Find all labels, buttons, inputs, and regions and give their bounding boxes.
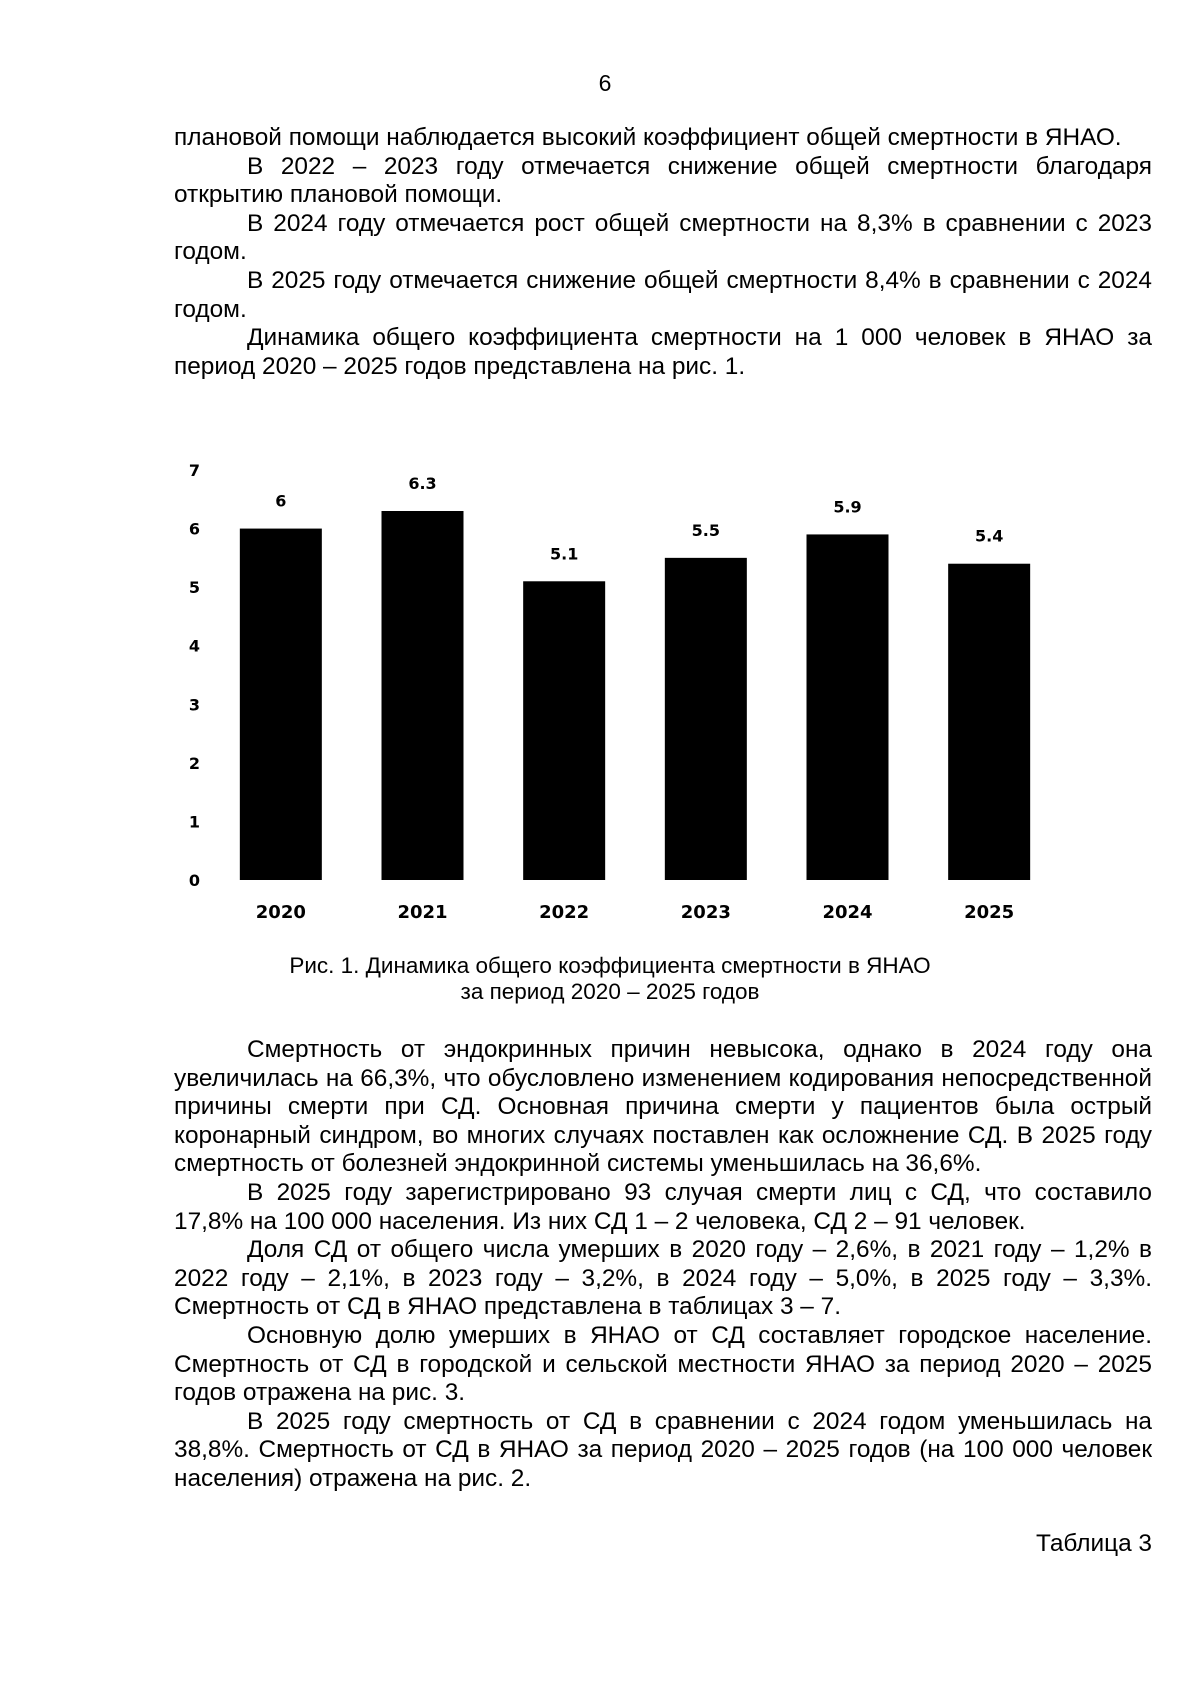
- y-tick-label: 5: [188, 578, 200, 598]
- x-tick-label: 2025: [964, 902, 1015, 923]
- data-label: 5.1: [549, 544, 579, 564]
- caption-line-1: Рис. 1. Динамика общего коэффициента смертности в ЯНАО: [289, 953, 931, 978]
- data-label: 6: [275, 491, 287, 511]
- data-label: 5.4: [974, 526, 1004, 546]
- x-tick-label: 2020: [255, 902, 306, 923]
- y-tick-label: 2: [188, 753, 200, 773]
- paragraph: Динамика общего коэффициента смертности на 1 000 человек в ЯНАО за период 2020 – 2025 годов представлена на рис. 1.: [174, 324, 1152, 380]
- y-tick-label: 6: [188, 519, 200, 539]
- paragraph: В 2025 году отмечается снижение общей смертности 8,4% в сравнении с 2024 годом.: [174, 266, 1152, 323]
- paragraph: Основную долю умерших в ЯНАО от СД составляет городское население. Смертность от СД в городской и сельской местности ЯНАО за период 2020 – 2025 годов отражена на рис. 3.: [174, 1321, 1152, 1407]
- y-tick-label: 3: [188, 695, 200, 715]
- bar: [240, 529, 322, 880]
- bar: [523, 581, 605, 880]
- mortality-bar-chart: [170, 440, 1070, 950]
- paragraph: плановой помощи наблюдается высокий коэффициент общей смертности в ЯНАО.: [174, 124, 1122, 151]
- x-tick-label: 2021: [397, 902, 448, 923]
- x-tick-label: 2023: [680, 902, 731, 923]
- figure-caption: [0, 953, 1200, 1005]
- caption-line-2: за период 2020 – 2025 годов: [460, 979, 760, 1004]
- data-label: 5.5: [691, 520, 721, 540]
- paragraph: В 2025 году смертность от СД в сравнении с 2024 годом уменьшилась на 38,8%. Смертность от СД в ЯНАО за период 2020 – 2025 годов (на 100 000 человек населения) отражена на рис. 2.: [174, 1407, 1152, 1492]
- intro-text-block: [174, 124, 1152, 381]
- table-label: Таблица 3: [1036, 1530, 1152, 1557]
- paragraph: В 2022 – 2023 году отмечается снижение общей смертности благодаря открытию плановой помощи.: [174, 152, 1152, 209]
- bar: [948, 564, 1030, 880]
- bar: [382, 511, 464, 880]
- x-tick-label: 2022: [539, 902, 590, 923]
- paragraph: В 2025 году зарегистрировано 93 случая смерти лиц с СД, что составило 17,8% на 100 000 населения. Из них СД 1 – 2 человека, СД 2 – 91 человек.: [174, 1178, 1152, 1235]
- page-number: 6: [598, 70, 612, 96]
- paragraph: Смертность от эндокринных причин невысока, однако в 2024 году она увеличилась на 66,3%, что обусловлено изменением кодирования непосредственной причины смерти при СД. Основная причина смерти у пациентов была острый коронарный синдром, во многих случаях поставлен как осложнение СД. В 2025 году смертность от болезней эндокринной системы уменьшилась на 36,6%.: [174, 1036, 1152, 1178]
- bar: [807, 534, 889, 880]
- y-tick-label: 4: [188, 636, 200, 656]
- x-tick-label: 2024: [822, 902, 873, 923]
- y-tick-label: 0: [188, 871, 200, 890]
- body-text-block: [174, 1036, 1152, 1494]
- paragraph: В 2024 году отмечается рост общей смертности на 8,3% в сравнении с 2023 годом.: [174, 209, 1152, 266]
- data-label: 5.9: [833, 497, 862, 517]
- data-label: 6.3: [408, 474, 437, 493]
- y-tick-label: 1: [188, 812, 200, 832]
- paragraph: Доля СД от общего числа умерших в 2020 году – 2,6%, в 2021 году – 1,2% в 2022 году – 2,1%, в 2023 году – 3,2%, в 2024 году – 5,0%, в 2025 году – 3,3%. Смертность от СД в ЯНАО представлена в таблицах 3 – 7.: [174, 1236, 1152, 1321]
- y-tick-label: 7: [188, 461, 200, 480]
- bar: [665, 558, 747, 880]
